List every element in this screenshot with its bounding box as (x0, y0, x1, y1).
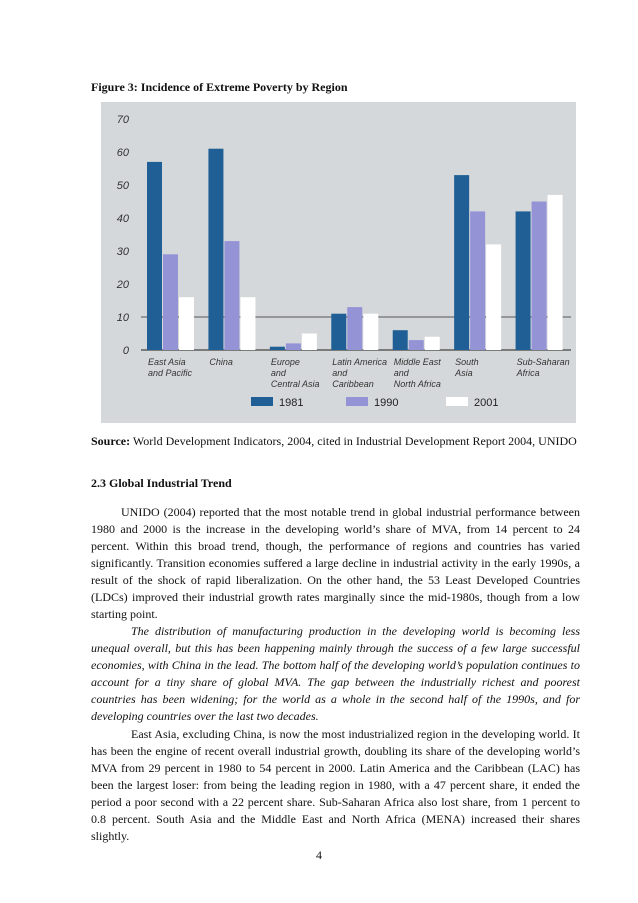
bar-2001 (486, 244, 501, 350)
bar-1990 (470, 211, 485, 350)
bar-2001 (179, 297, 194, 350)
legend-label: 2001 (474, 397, 499, 409)
x-tick-label: East Asia (148, 357, 186, 367)
bar-1981 (270, 347, 285, 350)
bar-1990 (224, 241, 239, 350)
bar-2001 (363, 314, 378, 350)
x-tick-label: and (393, 368, 409, 378)
figure-title: Figure 3: Incidence of Extreme Poverty by Region (91, 80, 348, 94)
bar-2001 (425, 337, 440, 350)
source-text: World Development Indicators, 2004, cited in Industrial Development Report 2004, UNIDO (130, 434, 577, 448)
x-tick-label: Middle East (393, 357, 441, 367)
x-tick-label: China (209, 357, 233, 367)
section-heading: 2.3 Global Industrial Trend (91, 476, 232, 490)
legend-swatch-1990 (346, 397, 368, 406)
bar-1981 (393, 330, 408, 350)
bar-2001 (240, 297, 255, 350)
bar-2001 (302, 334, 317, 351)
x-tick-label: and (270, 368, 286, 378)
y-tick-label: 20 (116, 279, 129, 291)
legend-label: 1990 (374, 397, 399, 409)
y-tick-label: 60 (116, 147, 129, 159)
x-tick-label: North Africa (393, 379, 441, 389)
y-tick-label: 40 (116, 213, 129, 225)
x-tick-label: and (332, 368, 348, 378)
source-label: Source: (91, 434, 131, 448)
x-tick-label: Europe (270, 357, 300, 367)
legend-swatch-2001 (446, 397, 468, 406)
poverty-bar-chart (101, 102, 576, 423)
bar-1981 (208, 149, 223, 350)
x-tick-label: Central Asia (270, 379, 320, 389)
y-tick-label: 50 (116, 180, 129, 192)
y-tick-label: 30 (116, 246, 129, 258)
bar-1981 (516, 211, 531, 350)
bar-1981 (147, 162, 162, 350)
quoted-paragraph: The distribution of manufacturing production in the developing world is becoming less unequal overall, but this has been happening mainly through the success of a few large successful economies, with China in the lead. The bottom half of the developing world’s population continues to account for a tiny share of global MVA. The gap between the industrially richest and poorest countries has been widening; for the world as a whole in the second half of the 1990s, and for developing countries over the last two decades. (91, 624, 580, 723)
figure-source (91, 433, 580, 450)
x-tick-label: Latin America (332, 357, 387, 367)
bar-1990 (409, 340, 424, 350)
bar-1990 (163, 254, 178, 350)
paragraph-1: UNIDO (2004) reported that the most notable trend in global industrial performance between 1980 and 2000 is the increase in the developing world’s share of MVA, from 14 percent to 24 percent. Within this broad trend, though, the performance of regions and countries has varied significantly. Transition economies suffered a large decline in industrial activity in the early 1990s, a result of the shock of rapid liberalization. On the other hand, the 53 Least Developed Countries (LDCs) improved their industrial growth rates marginally since the mid-1980s, though from a low starting point. (91, 505, 580, 621)
x-tick-label: and Pacific (148, 368, 193, 378)
bar-1981 (331, 314, 346, 350)
bar-1981 (454, 175, 469, 350)
legend-label: 1981 (279, 397, 304, 409)
y-tick-label: 10 (116, 312, 129, 324)
paragraph-3: East Asia, excluding China, is now the most industrialized region in the developing world. It has been the engine of recent overall industrial growth, doubling its share of the developing world’s MVA from 29 percent in 1980 to 54 percent in 2000. Latin America and the Caribbean (LAC) has been the largest loser: from being the leading region in 1980, with a 47 percent share, it ended the period a poor second with a 22 percent share. Sub-Saharan Africa also lost share, from 1 percent to 0.8 percent. South Asia and the Middle East and North Africa (MENA) increased their shares slightly. (91, 727, 580, 843)
legend-swatch-1981 (251, 397, 273, 406)
x-tick-label: Africa (516, 368, 540, 378)
y-tick-label: 70 (116, 114, 129, 126)
y-tick-label: 0 (122, 345, 129, 357)
x-tick-label: Sub-Saharan (516, 357, 570, 367)
bar-1990 (532, 202, 547, 351)
x-tick-label: South (455, 357, 479, 367)
x-tick-label: Asia (455, 368, 473, 378)
page-number: 4 (316, 848, 322, 862)
bar-2001 (548, 195, 563, 350)
bar-1990 (286, 343, 301, 350)
bar-1990 (347, 307, 362, 350)
x-tick-label: Caribbean (332, 379, 374, 389)
